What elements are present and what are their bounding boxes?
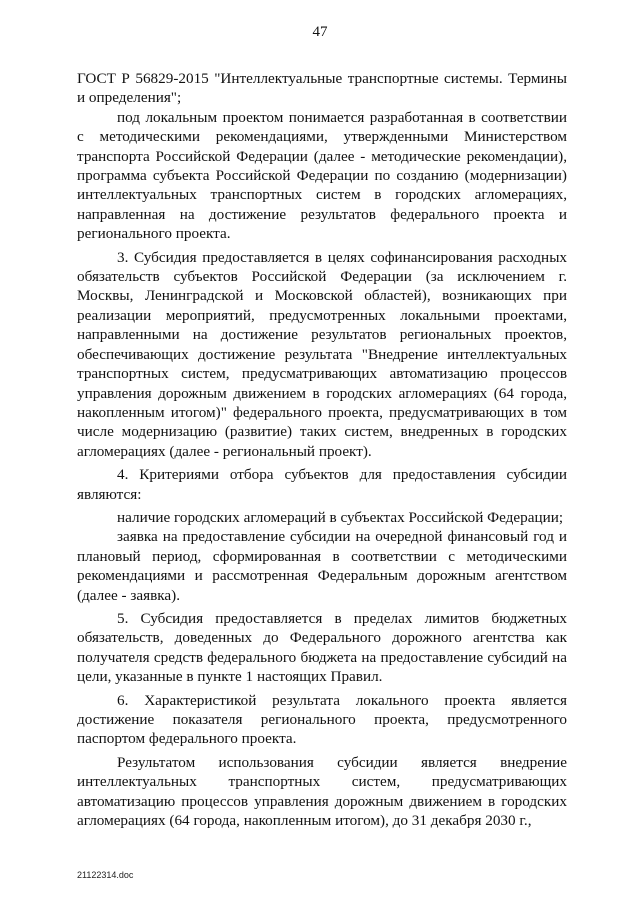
paragraph-gost-reference: ГОСТ Р 56829-2015 "Интеллектуальные транспортные системы. Термины и определения"; (77, 70, 567, 107)
page-number: 47 (312, 24, 328, 40)
document-file-code: 21122314.doc (77, 870, 134, 880)
paragraph-criterion-agglomerations: наличие городских агломераций в субъектах Российской Федерации; (117, 508, 564, 526)
paragraph-item-6: 6. Характеристикой результата локального проекта является достижение показателя регионального проекта, предусмотренного паспортом федерального проекта. (77, 691, 567, 748)
paragraph-local-project-definition: под локальным проектом понимается разработанная в соответствии с методическими рекомендациями, утвержденными Министерством транспорта Российской Федерации (далее - методические рекомендации), программа субъекта Российской Федерации по созданию (модернизации) интеллектуальных транспортных систем в городских агломерациях, направленная на достижение результатов федерального проекта и регионального проекта. (77, 108, 567, 243)
document-body (77, 69, 567, 834)
paragraph-item-5: 5. Субсидия предоставляется в пределах лимитов бюджетных обязательств, доведенных до Федерального дорожного агентства как получателя средств федерального бюджета на предоставление субсидий на цели, указанные в пункте 1 настоящих Правил. (77, 609, 567, 686)
paragraph-subsidy-result: Результатом использования субсидии является внедрение интеллектуальных транспортных систем, предусматривающих автоматизацию процессов управления дорожным движением в городских агломерациях (64 города, накопленным итогом), до 31 декабря 2030 г., (77, 753, 567, 830)
paragraph-item-3: 3. Субсидия предоставляется в целях софинансирования расходных обязательств субъектов Российской Федерации (за исключением г. Москвы, Ленинградской и Московской областей), возникающих при реализации мероприятий, предусмотренных локальными проектами, направленными на достижение результатов региональных проектов, обеспечивающих достижение результата "Внедрение интеллектуальных транспортных систем, предусматривающих автоматизацию процессов управления дорожным движением в городских агломерациях (64 города, накопленным итогом)" федерального проекта, предусматривающих в том числе модернизацию (развитие) таких систем, внедренных в городских агломерациях (далее - региональный проект). (77, 248, 567, 460)
paragraph-criterion-application: заявка на предоставление субсидии на очередной финансовый год и плановый период, сформированная в соответствии с методическими рекомендациями и рассмотренная Федеральным дорожным агентством (далее - заявка). (77, 528, 567, 604)
paragraph-item-4: 4. Критериями отбора субъектов для предоставления субсидии являются: (77, 466, 567, 503)
